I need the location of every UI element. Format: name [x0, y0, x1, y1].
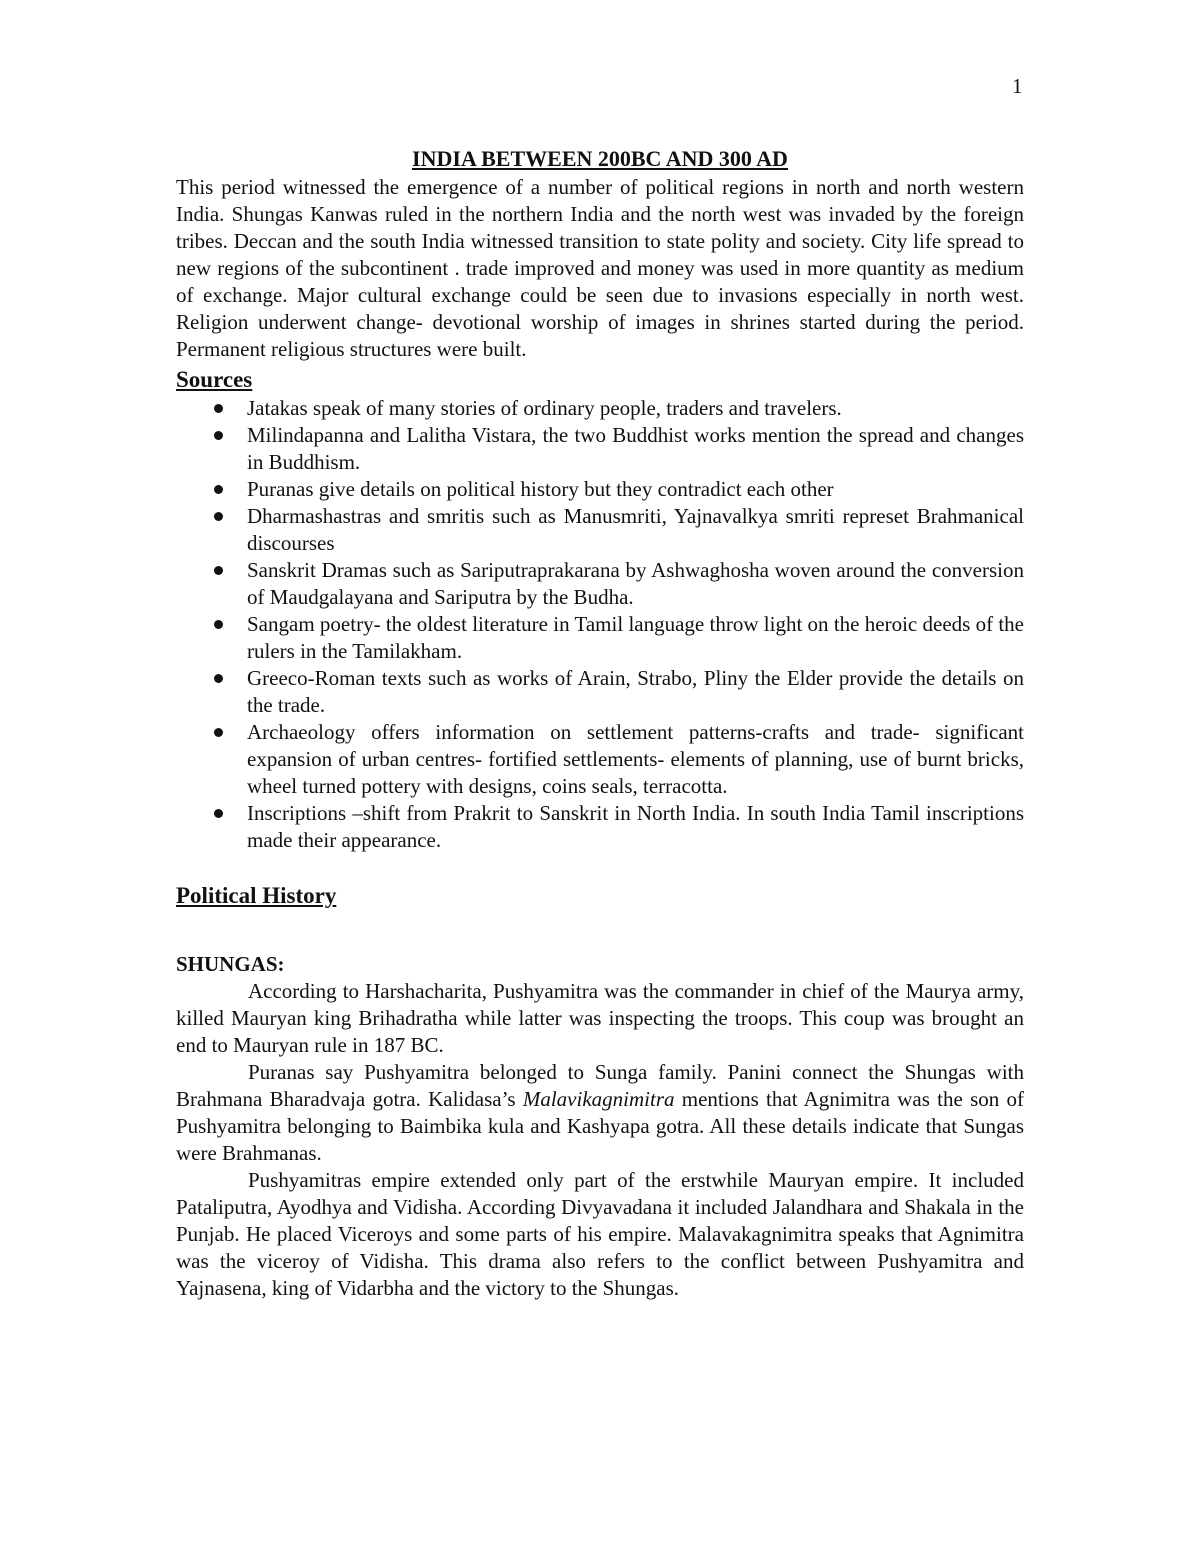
- sources-list-item: Greeco-Roman texts such as works of Arain, Strabo, Pliny the Elder provide the details on the trade.: [176, 665, 1024, 719]
- bullet-icon: [214, 512, 223, 521]
- sources-list-item: Dharmashastras and smritis such as Manusmriti, Yajnavalkya smriti represet Brahmanical discourses: [176, 503, 1024, 557]
- sources-list-item: Sanskrit Dramas such as Sariputraprakarana by Ashwaghosha woven around the conversion of Maudgalayana and Sariputra by the Budha.: [176, 557, 1024, 611]
- sources-heading: Sources: [176, 367, 253, 392]
- bullet-icon: [214, 566, 223, 575]
- bullet-icon: [214, 431, 223, 440]
- bullet-icon: [214, 809, 223, 818]
- political-history-heading: Political History: [176, 883, 337, 908]
- page-number: 1: [1012, 74, 1023, 98]
- work-title-italic: Malavikagnimitra: [522, 1087, 675, 1111]
- sources-list: [176, 395, 1024, 854]
- shungas-paragraph-1: According to Harshacharita, Pushyamitra was the commander in chief of the Maurya army, killed Mauryan king Brihadratha while latter was inspecting the troops. This coup was brought an end to Mauryan rule in 187 BC.: [176, 979, 1024, 1057]
- sources-list-item: Archaeology offers information on settlement patterns-crafts and trade- significant expansion of urban centres- fortified settlements- elements of planning, use of burnt bricks, wheel turned pottery with designs, coins seals, terracotta.: [176, 719, 1024, 800]
- sources-list-item: Inscriptions –shift from Prakrit to Sanskrit in North India. In south India Tamil inscriptions made their appearance.: [176, 800, 1024, 854]
- bullet-icon: [214, 485, 223, 494]
- bullet-icon: [214, 620, 223, 629]
- sources-list-item: Sangam poetry- the oldest literature in Tamil language throw light on the heroic deeds of the rulers in the Tamilakham.: [176, 611, 1024, 665]
- bullet-icon: [214, 728, 223, 737]
- sources-list-item: Jatakas speak of many stories of ordinary people, traders and travelers.: [176, 395, 1024, 422]
- document-title: INDIA BETWEEN 200BC AND 300 AD: [412, 146, 788, 171]
- bullet-icon: [214, 674, 223, 683]
- shungas-paragraph-3: Pushyamitras empire extended only part of the erstwhile Mauryan empire. It included Pataliputra, Ayodhya and Vidisha. According Divyavadana it included Jalandhara and Shakala in the Punjab. He placed Viceroys and some parts of his empire. Malavakagnimitra speaks that Agnimitra was the viceroy of Vidisha. This drama also refers to the conflict between Pushyamitra and Yajnasena, king of Vidarbha and the victory to the Shungas.: [176, 1168, 1024, 1300]
- sources-list-item: Puranas give details on political history but they contradict each other: [176, 476, 1024, 503]
- sources-list-item: Milindapanna and Lalitha Vistara, the two Buddhist works mention the spread and changes in Buddhism.: [176, 422, 1024, 476]
- shungas-paragraph-2: Puranas say Pushyamitra belonged to Sunga family. Panini connect the Shungas with Brahmana Bharadvaja gotra. Kalidasa’s Malavikagnimitra mentions that Agnimitra was the son of Pushyamitra belonging to Baimbika kula and Kashyapa gotra. All these details indicate that Sungas were Brahmanas.: [176, 1060, 1024, 1165]
- intro-paragraph: This period witnessed the emergence of a number of political regions in north and north western India. Shungas Kanwas ruled in the northern India and the north west was invaded by the foreign tribes. Deccan and the south India witnessed transition to state polity and society. City life spread to new regions of the subcontinent . trade improved and money was used in more quantity as medium of exchange. Major cultural exchange could be seen due to invasions especially in north west. Religion underwent change- devotional worship of images in shrines started during the period. Permanent religious structures were built.: [176, 175, 1024, 361]
- shungas-heading: SHUNGAS:: [176, 952, 285, 976]
- document-body: [176, 144, 1024, 1302]
- bullet-icon: [214, 404, 223, 413]
